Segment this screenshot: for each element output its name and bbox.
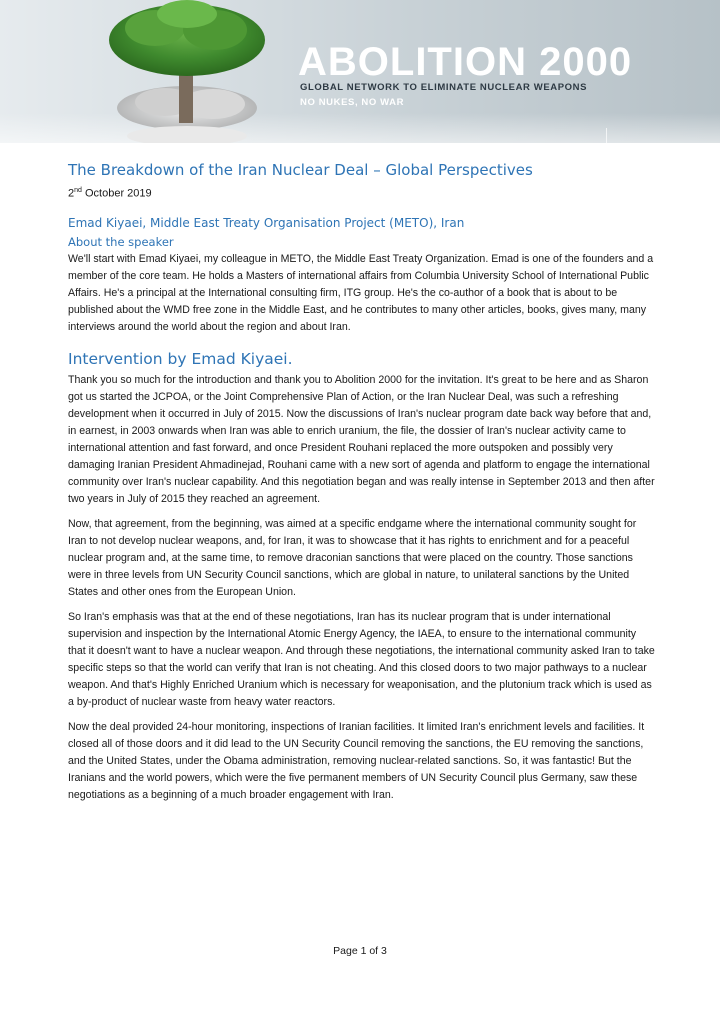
header-banner — [0, 0, 720, 143]
date-suffix: nd — [74, 187, 82, 194]
date-rest: October 2019 — [81, 187, 152, 200]
brand-title: ABOLITION 2000 — [298, 40, 633, 84]
document-body — [68, 158, 656, 812]
date-day: 2 — [68, 187, 75, 200]
brand-tagline: GLOBAL NETWORK TO ELIMINATE NUCLEAR WEAPONS — [300, 82, 588, 93]
document-title: The Breakdown of the Iran Nuclear Deal – Global Perspectives — [68, 161, 533, 179]
intervention-heading: Intervention by Emad Kiyaei. — [68, 349, 293, 368]
about-speaker-heading: About the speaker — [68, 234, 174, 249]
body-paragraph: Thank you so much for the introduction and thank you to Abolition 2000 for the invitation. It's great to be here and as Sharon got us started the JCPOA, or the Joint Comprehensive Plan of Action, or the Iran Nuclear Deal, was such a refreshing development when it occurred in July of 2015. Now the discussions of Iran's nuclear program date back way before that and, in earnest, in 2003 onwards when Iran was able to enrich uranium, the file, the dossier of Iran's nuclear activity came to international attention and fast forward, and once President Rouhani replaced the more outspoken and possibly very damaging Iranian President Ahmadinejad, Rouhani came with a new sort of agenda and platform to engage the international community over Iran's nuclear capability. And this negotiation began and was really intense in September 2013 and then after two years in July of 2015 they reached an agreement. — [68, 373, 655, 505]
brand-slogan: NO NUKES, NO WAR — [300, 97, 405, 108]
body-paragraph: Now, that agreement, from the beginning, was aimed at a specific endgame where the international community sought for Iran to not develop nuclear weapons, and, for Iran, it was to showcase that it has rights to enrichment and for a peaceful nuclear program and, at the same time, to remove draconian sanctions that were placed on the country. Those sanctions were in three levels from UN Security Council sanctions, which are global in nature, to unilateral sanctions by the United States and other ones from the European Union. — [68, 517, 637, 598]
page-number: Page 1 of 3 — [333, 945, 387, 957]
body-paragraph: Now the deal provided 24-hour monitoring, inspections of Iranian facilities. It limited Iran's enrichment levels and facilities. It closed all of those doors and it did lead to the UN Security Council removing the sanctions, the EU removing the sanctions, and the United States, under the Obama administration, removing nuclear-related sanctions. So, it was fantastic! But the Iranians and the world powers, which were the five permanent members of UN Security Council plus Germany, saw these negotiations as a beginning of a much broader engagement with Iran. — [68, 720, 645, 801]
body-paragraph: So Iran's emphasis was that at the end of these negotiations, Iran has its nuclear program that is under international supervision and inspection by the International Atomic Energy Agency, the IAEA, to ensure to the international community that it doesn't want to have a nuclear weapon. And through these negotiations, the international community asked Iran to take specific steps so that the world can verify that Iran is not cheating. And this closed doors to two major pathways to a nuclear weapon. And that's Highly Enriched Uranium which is necessary for weaponisation, and the plutonium track which is used as a by-product of nuclear waste from heavy water reactors. — [68, 610, 655, 708]
tree-mushroom-cloud-logo — [95, 0, 285, 143]
document-date — [68, 182, 656, 203]
speaker-heading: Emad Kiyaei, Middle East Treaty Organisation Project (METO), Iran — [68, 215, 465, 230]
banner-divider — [606, 128, 607, 143]
about-speaker-paragraph: We'll start with Emad Kiyaei, my colleague in METO, the Middle East Treaty Organization. Emad is one of the founders and a member of the core team. He holds a Masters of international affairs from Columbia University School of International Public Affairs. He's a principal at the International consulting firm, ITG group. He's the co-author of a book that is about to be published about the WMD free zone in the Middle East, and he contributes to many other articles, books, gives many, many interviews around the world about the region and about Iran. — [68, 252, 654, 333]
